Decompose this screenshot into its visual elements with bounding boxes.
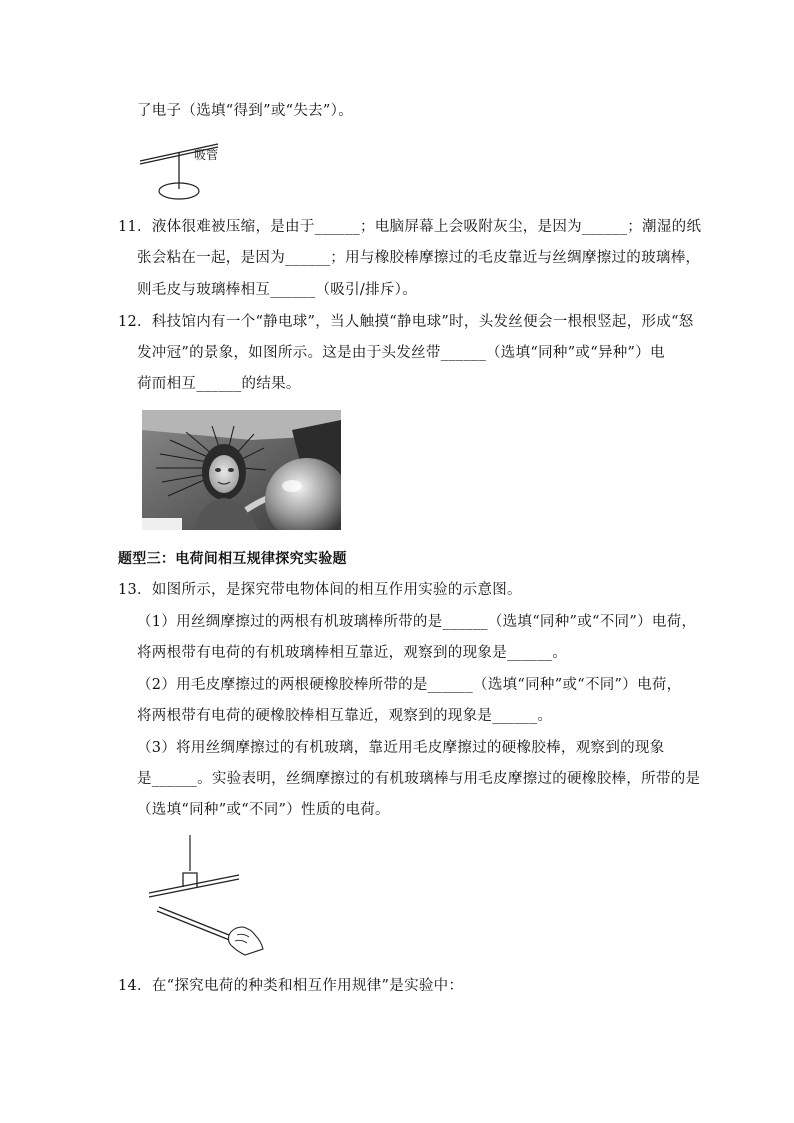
- suspended-rod-diagram: [145, 835, 270, 960]
- static-ball-photo: [142, 410, 341, 530]
- q11-line-1: 11．液体很难被压缩，是由于______；电脑屏幕上会吸附灰尘，是因为______；潮湿的纸: [118, 219, 702, 235]
- q13-intro: 13．如图所示，是探究带电物体间的相互作用实验的示意图。: [118, 582, 522, 598]
- straw-stand-figure: [136, 134, 246, 206]
- q13-part3-line-2: 是______。实验表明，丝绸摩擦过的有机玻璃棒与用毛皮摩擦过的硬橡胶棒，所带的是: [137, 771, 701, 787]
- static-ball-illustration: [142, 410, 341, 530]
- straw-label: 吸管: [194, 148, 219, 162]
- q14-intro: 14．在“探究电荷的种类和相互作用规律”是实验中：: [118, 978, 464, 994]
- q11-line-3: 则毛皮与玻璃棒相互______（吸引/排斥）。: [137, 282, 418, 298]
- q13-part3-line-1: （3）将用丝绸摩擦过的有机玻璃，靠近用毛皮摩擦过的硬橡胶棒，观察到的现象: [137, 740, 665, 756]
- q13-part1-line-1: （1）用丝绸摩擦过的两根有机玻璃棒所带的是______（选填“同种”或“不同”）电荷，: [137, 614, 697, 630]
- q10-tail: 了电子（选填“得到”或“失去”）。: [137, 103, 353, 119]
- q13-part2-line-2: 将两根带有电荷的硬橡胶棒相互靠近，观察到的现象是______。: [137, 708, 553, 724]
- q11-line-2: 张会粘在一起，是因为______；用与橡胶棒摩擦过的毛皮靠近与丝绸摩擦过的玻璃棒，: [137, 250, 701, 266]
- q12-line-2: 发冲冠”的景象，如图所示。这是由于头发丝带______（选填“同种”或“异种”）电: [137, 345, 665, 361]
- suspended-rod-figure: [145, 835, 270, 960]
- q13-part1-line-2: 将两根带有电荷的有机玻璃棒相互靠近，观察到的现象是______。: [137, 645, 568, 661]
- q13-part3-line-3: （选填“同种”或“不同”）性质的电荷。: [137, 802, 390, 818]
- section-3-title: 题型三：电荷间相互规律探究实验题: [118, 551, 347, 567]
- q12-line-1: 12．科技馆内有一个“静电球”，当人触摸“静电球”时，头发丝便会一根根竖起，形成“怒: [118, 314, 694, 330]
- q13-part2-line-1: （2）用毛皮摩擦过的两根硬橡胶棒所带的是______（选填“同种”或“不同”）电荷，: [137, 677, 682, 693]
- q12-line-3: 荷而相互______的结果。: [137, 376, 301, 392]
- straw-stand-diagram: [136, 134, 246, 206]
